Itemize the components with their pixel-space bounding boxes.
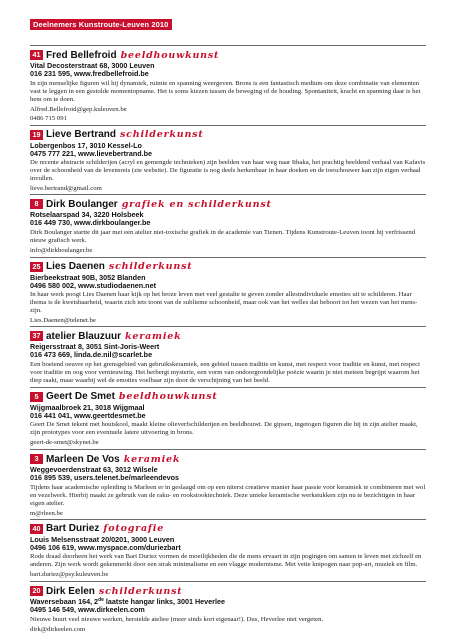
- description: In haar werk poogt Lies Daenen haar kijk op het broze leven met veel gestalte te geven zonder allesindividuele emoties uit te schilderen. Haar thema is de kwetsbaarheid, waarin zich iets toont van de sublieme schoonheid, maar ook van het welles dat behoort tot het wezen van het mens-zijn.: [30, 291, 418, 315]
- phone-website: 016 473 669, linda.de.nil@scarlet.be: [30, 350, 153, 360]
- artist-name: Lies Daenen: [46, 261, 105, 272]
- phone-website: 016 231 595, www.fredbellefroid.be: [30, 69, 149, 79]
- artist-entry: [30, 326, 426, 385]
- route-number-badge: 20: [30, 586, 43, 596]
- artist-name: Geert De Smet: [46, 391, 115, 402]
- phone-website: 0496 580 002, www.studiodaenen.net: [30, 280, 156, 290]
- route-number-badge: 37: [30, 331, 43, 341]
- entry-title-row: [30, 584, 426, 598]
- artist-name: Bart Duriez: [46, 523, 100, 534]
- route-number-badge: 19: [30, 130, 43, 140]
- entry-title-row: [30, 329, 426, 343]
- discipline: beeldhouwkunst: [120, 49, 220, 61]
- phone-website: 0496 106 619, www.myspace.com/duriezbart: [30, 542, 181, 552]
- route-number-badge: 40: [30, 524, 43, 534]
- address: Lobergenbos 17, 3010 Kessel-Lo: [30, 140, 142, 150]
- phone: 0486 715 091: [30, 115, 67, 123]
- email: dirk@dirkeelen.com: [30, 625, 86, 633]
- description: Rode draad doorheen het werk van Bart Duriez vormen de moeilijkheden die de mens ervaart in zijn pogingen om samen te leven met zichzelf en anderen. Zijn werk wordt gekenmerkt door een strak minimalisme en een vlagge modernisme. Met vette knipogen naar pop-art, muziek en film.: [30, 553, 422, 569]
- address: Vital Decosterstraat 68, 3000 Leuven: [30, 61, 155, 70]
- email: geert-de-smet@skynet.be: [30, 439, 99, 447]
- description: Tijdens haar academische opleiding is Marleen er in geslaagd om op een niterst creatieve manier haar passie voor keramiek te combineren met wol en vezelwerk. Hierbij maakt ze gebruik van de raku- en rookstooktechniek. Deze unieke keramische werkstukken zijn nu te bezichtigen in haar eigen atelier.: [30, 483, 426, 507]
- artist-name: Lieve Bertrand: [46, 129, 117, 140]
- entry-title-row: [30, 260, 426, 274]
- route-number-badge: 3: [30, 454, 43, 464]
- email: Lies.Daenen@telenet.be: [30, 317, 96, 325]
- route-number-badge: 25: [30, 262, 43, 272]
- route-number-badge: 8: [30, 199, 43, 209]
- address: Rotselaarspad 34, 3220 Holsbeek: [30, 210, 144, 219]
- address: Louis Melsensstraat 20/0201, 3000 Leuven: [30, 534, 175, 544]
- phone-website: 0475 777 221, www.lievebertrand.be: [30, 148, 152, 158]
- address-main: Waversebaan 164, 2: [30, 597, 99, 606]
- phone-website: 016 895 539, users.telenet.be/marleendevos: [30, 473, 180, 483]
- description: De recente abstracte schilderijen (acryl en gemengde technieken) zijn beelden van haar weg naar Ithaka, het prachtig beeldend verhaal van Kafavis over de schoonheid van de levensreis (zie website). De figuratie is nog deels herkenbaar in haar doeken en de toeschouwer kan zijn eigen verhaal invullen.: [30, 159, 426, 183]
- address-superscript: de: [98, 597, 104, 603]
- address: Bierbeekstraat 90B, 3052 Blanden: [30, 272, 146, 282]
- artist-name: Marleen De Vos: [46, 453, 120, 465]
- artist-entry: [30, 257, 426, 325]
- address: Wijgmaalbroek 21, 3018 Wijgmaal: [30, 402, 145, 412]
- discipline: fotografie: [103, 523, 165, 534]
- entry-title-row: [30, 128, 426, 142]
- route-number-badge: 5: [30, 392, 43, 402]
- description: Geert De Smet tekent met houtskool, maakt kleine olieverfschilderijen en beeldhouwt. De gipsen, ingetogen figuren die hij in zijn atelier maakt, zijn prototypes voor een eventuele latere uitvoering in brons.: [30, 421, 418, 437]
- artist-entry: [30, 449, 426, 517]
- address-rest: laatste hangar links, 3001 Heverlee: [103, 597, 225, 606]
- artist-entry: [30, 45, 426, 123]
- route-number-badge: 41: [30, 50, 43, 60]
- email: Alfred.Bellefroid@gep.kuleuven.be: [30, 105, 127, 113]
- entry-title-row: [30, 522, 426, 536]
- artist-entry: [30, 125, 426, 193]
- discipline: beeldhouwkunst: [118, 391, 218, 402]
- artist-entry: [30, 387, 426, 448]
- discipline: keramiek: [123, 453, 181, 465]
- description: Dirk Boulanger startte dit jaar met een atelier niet-toxische grafiek in de academie van Tienen. Tijdens Kunstroute-Leuven toont hij verfrissend nieuw grafisch werk.: [30, 228, 416, 244]
- artist-name: Fred Bellefroid: [46, 49, 117, 61]
- description: Een boeiend oeuvre op het grensgebied van gebruikskeramiek, een gebied tussen traditie en kunst, met respect voor traditie en kunst, met respect voor traditie en oog voor vernieuwing. Het herbergt mysterie, een vorm van ondoorgrondelijke poëzie waarin je niet meteen begrijpt waarom het diep raakt, maar waarbij wel de emoties voelbaar zijn door de verschijning van het beeld.: [30, 360, 420, 384]
- artist-name: Dirk Boulanger: [46, 198, 118, 210]
- discipline: schilderkunst: [98, 585, 183, 597]
- artist-entry: [30, 194, 426, 255]
- discipline: grafiek en schilderkunst: [121, 198, 272, 210]
- email: info@dirkboulanger.be: [30, 246, 93, 254]
- discipline: keramiek: [125, 330, 182, 342]
- artist-entry: [30, 581, 426, 634]
- email: lieve.bertrand@gmail.com: [30, 185, 102, 193]
- phone-website: 016 449 730, www.dirkboulanger.be: [30, 218, 151, 228]
- entry-title-row: [30, 197, 426, 211]
- entry-title-row: [30, 390, 426, 404]
- description: In zijn menselijke figuren wil hij dynamiek, ruimte en spanning weergeven. Brons is een fantastisch medium om deze combinatie van elementen vast te leggen in een gestolde momentopname. Het is soms kiezen tussen de beweging of de houding. Spontaniteit, kracht en spanning daar is het hem om te doen.: [30, 79, 421, 103]
- email: bart.duriez@psy.kuleuven.be: [30, 571, 109, 579]
- address: Weggevoerdenstraat 63, 3012 Wilsele: [30, 465, 158, 474]
- address: Reigersstraat 8, 3051 Sint-Joris-Weert: [30, 342, 160, 351]
- email: m@rleen.be: [30, 509, 63, 517]
- artist-name: atelier Blauzuur: [46, 330, 122, 342]
- entry-title-row: [30, 48, 426, 62]
- page-header: Deelnemers Kunstroute-Leuven 2010: [30, 19, 172, 30]
- artist-name: Dirk Eelen: [46, 585, 95, 597]
- phone-website: 016 441 041, www.geertdesmet.be: [30, 410, 146, 420]
- description: Nieuwe buurt veel nieuwe werken, herstelde ateliee (meer sinds kort eigenaar!). Dus, Heverlee niet vergeten.: [30, 615, 324, 623]
- entry-title-row: [30, 452, 426, 466]
- artist-entry: [30, 519, 426, 580]
- discipline: schilderkunst: [108, 261, 193, 272]
- phone-website: 0495 146 549, www.dirkeelen.com: [30, 605, 145, 615]
- discipline: schilderkunst: [120, 129, 204, 140]
